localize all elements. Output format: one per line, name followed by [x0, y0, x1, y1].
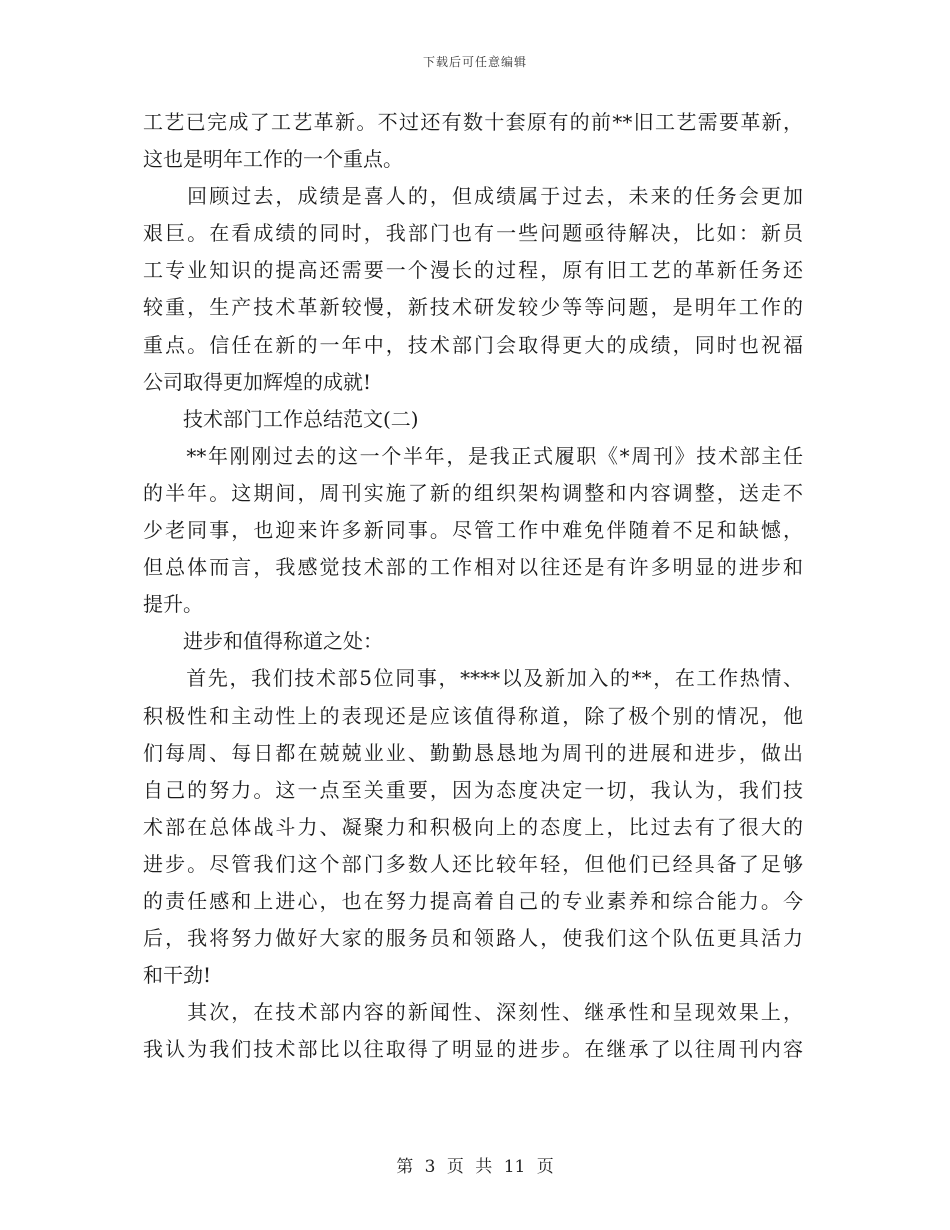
text-line: 工专业知识的提高还需要一个漫长的过程，原有旧工艺的革新任务还	[143, 258, 803, 283]
text-line: **年刚刚过去的这一个半年，是我正式履职《*周刊》技术部主任	[143, 443, 803, 468]
text-line: 们每周、每日都在兢兢业业、勤勤恳恳地为周刊的进展和进步，做出	[143, 740, 803, 765]
text-line: 后，我将努力做好大家的服务员和领路人，使我们这个队伍更具活力	[143, 926, 803, 951]
text-line: 的责任感和上进心，也在努力提高着自己的专业素养和综合能力。今	[143, 888, 803, 913]
text-line: 和干劲!	[143, 963, 212, 988]
text-line: 技术部门工作总结范文(二)	[143, 406, 419, 431]
page-header: 下载后可任意编辑	[422, 55, 527, 69]
text-line: 公司取得更加辉煌的成就!	[143, 369, 372, 394]
document-body	[143, 104, 803, 1068]
text-line: 的半年。这期间，周刊实施了新的组织架构调整和内容调整，送走不	[143, 480, 803, 505]
text-line: 这也是明年工作的一个重点。	[143, 147, 403, 172]
text-line: 积极性和主动性上的表现还是应该值得称道，除了极个别的情况，他	[143, 703, 803, 728]
text-line: 艰巨。在看成绩的同时，我部门也有一些问题亟待解决，比如：新员	[143, 221, 803, 246]
text-line: 较重，生产技术革新较慢，新技术研发较少等等问题，是明年工作的	[143, 295, 803, 320]
text-line: 少老同事，也迎来许多新同事。尽管工作中难免伴随着不足和缺憾，	[143, 518, 803, 543]
text-line: 提升。	[143, 592, 203, 617]
text-line: 进步和值得称道之处：	[143, 629, 383, 654]
text-line: 其次，在技术部内容的新闻性、深刻性、继承性和呈现效果上，	[143, 1000, 803, 1025]
text-line: 但总体而言，我感觉技术部的工作相对以往还是有许多明显的进步和	[143, 555, 803, 580]
text-line: 回顾过去，成绩是喜人的，但成绩属于过去，未来的任务会更加	[143, 184, 803, 209]
text-line: 重点。信任在新的一年中，技术部门会取得更大的成绩，同时也祝福	[143, 332, 803, 357]
text-line: 首先，我们技术部5位同事，****以及新加入的**，在工作热情、	[143, 666, 803, 691]
text-line: 术部在总体战斗力、凝聚力和积极向上的态度上，比过去有了很大的	[143, 814, 803, 839]
text-line: 自己的努力。这一点至关重要，因为态度决定一切，我认为，我们技	[143, 777, 803, 802]
text-line: 我认为我们技术部比以往取得了明显的进步。在继承了以往周刊内容	[143, 1037, 803, 1062]
text-line: 工艺已完成了工艺革新。不过还有数十套原有的前**旧工艺需要革新，	[143, 110, 803, 134]
text-line: 进步。尽管我们这个部门多数人还比较年轻，但他们已经具备了足够	[143, 851, 803, 876]
page-number: 第 3 页 共 11 页	[396, 1157, 554, 1177]
